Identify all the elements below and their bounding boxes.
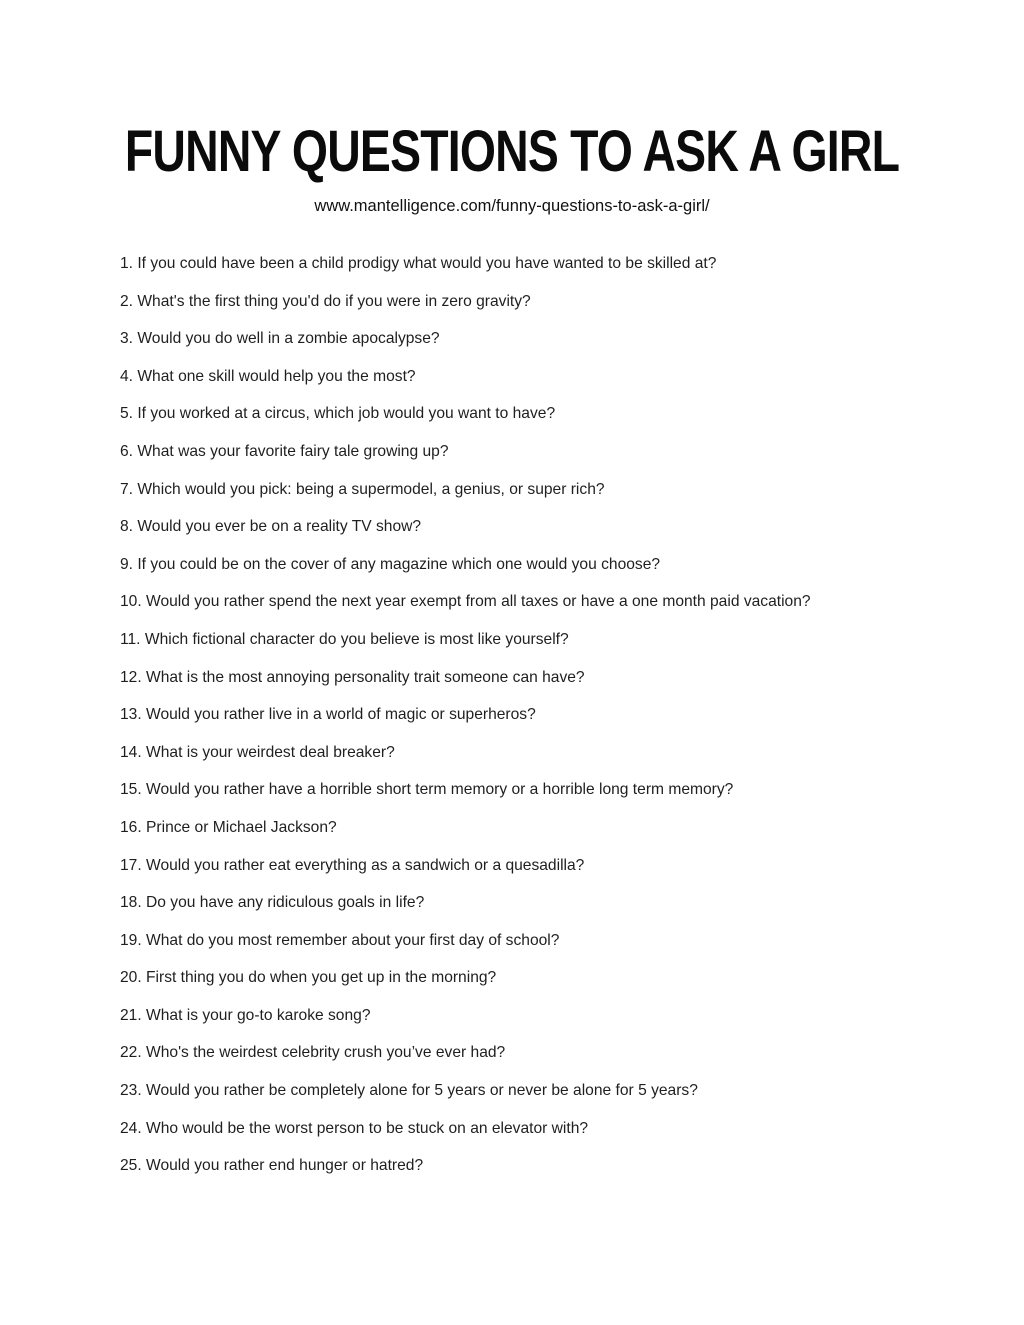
question-item-12: 12. What is the most annoying personality trait someone can have? xyxy=(120,668,585,686)
question-item-20: 20. First thing you do when you get up in the morning? xyxy=(120,969,497,987)
question-item-9: 9. If you could be on the cover of any magazine which one would you choose? xyxy=(120,555,661,573)
question-item-22: 22. Who's the weirdest celebrity crush you’ve ever had? xyxy=(120,1044,506,1062)
question-item-21: 21. What is your go-to karoke song? xyxy=(120,1006,371,1024)
question-list xyxy=(120,245,964,1185)
question-item-18: 18. Do you have any ridiculous goals in life? xyxy=(120,894,425,912)
page-title: FUNNY QUESTIONS TO ASK A GIRL xyxy=(124,119,900,184)
question-item-25: 25. Would you rather end hunger or hatred? xyxy=(120,1157,424,1175)
question-item-17: 17. Would you rather eat everything as a sandwich or a quesadilla? xyxy=(120,856,585,874)
question-item-6: 6. What was your favorite fairy tale growing up? xyxy=(120,442,449,460)
question-item-3: 3. Would you do well in a zombie apocalypse? xyxy=(120,330,440,348)
question-item-23: 23. Would you rather be completely alone for 5 years or never be alone for 5 years? xyxy=(120,1082,698,1100)
question-item-15: 15. Would you rather have a horrible short term memory or a horrible long term memory? xyxy=(120,781,734,799)
question-item-1: 1. If you could have been a child prodigy what would you have wanted to be skilled at? xyxy=(120,255,717,272)
question-item-8: 8. Would you ever be on a reality TV show? xyxy=(120,518,422,536)
question-item-24: 24. Who would be the worst person to be stuck on an elevator with? xyxy=(120,1119,589,1137)
question-item-14: 14. What is your weirdest deal breaker? xyxy=(120,743,395,761)
question-item-16: 16. Prince or Michael Jackson? xyxy=(120,818,337,836)
question-item-11: 11. Which fictional character do you believe is most like yourself? xyxy=(120,630,569,648)
question-item-7: 7. Which would you pick: being a supermodel, a genius, or super rich? xyxy=(120,480,605,498)
page-url: www.mantelligence.com/funny-questions-to-ask-a-girl/ xyxy=(314,197,710,215)
question-item-2: 2. What's the first thing you'd do if you were in zero gravity? xyxy=(120,292,531,310)
question-item-19: 19. What do you most remember about your first day of school? xyxy=(120,931,560,949)
question-item-13: 13. Would you rather live in a world of magic or superheros? xyxy=(120,706,536,724)
question-item-10: 10. Would you rather spend the next year exempt from all taxes or have a one month paid vacation? xyxy=(120,593,811,611)
question-item-4: 4. What one skill would help you the most? xyxy=(120,367,416,385)
question-item-5: 5. If you worked at a circus, which job would you want to have? xyxy=(120,405,556,423)
